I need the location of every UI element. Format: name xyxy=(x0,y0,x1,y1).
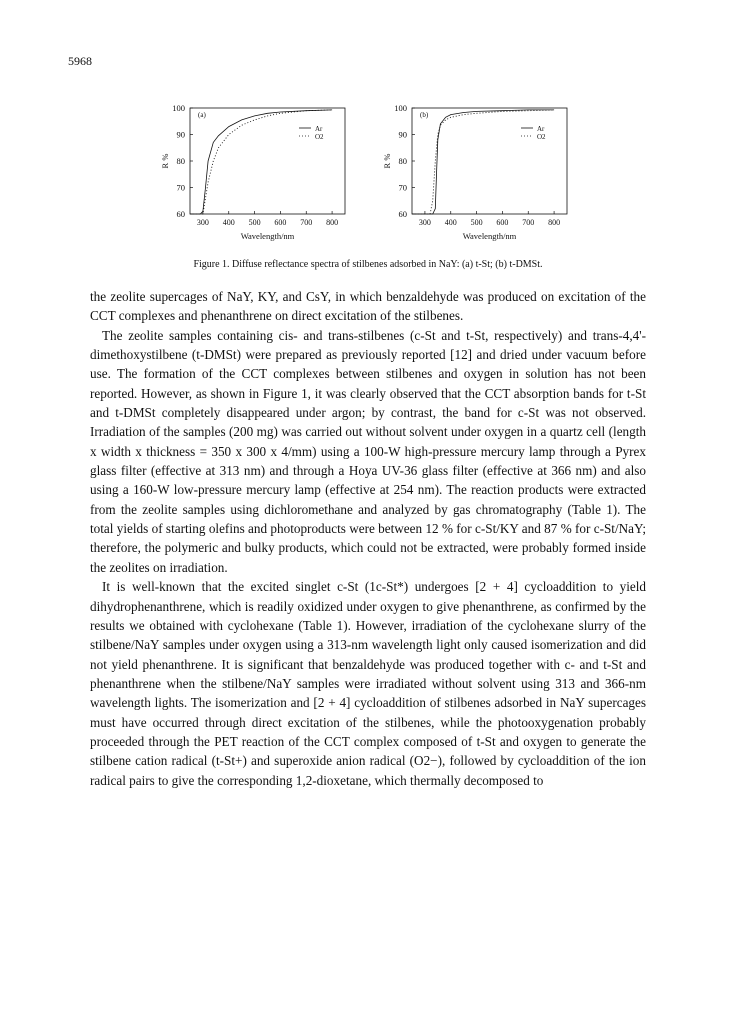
panel-a-ytick-label: 100 xyxy=(172,103,185,113)
panel-b-xtick-label: 700 xyxy=(522,218,535,227)
panel-b-series-o2 xyxy=(412,110,554,214)
panel-b-series-ar xyxy=(412,110,554,214)
panel-b-xtick-label: 600 xyxy=(496,218,509,227)
page-number: 5968 xyxy=(68,54,92,68)
panel-b-label: (b) xyxy=(420,111,429,119)
panel-a-ytick-label: 90 xyxy=(176,129,185,140)
panel-a-ytick-label: 80 xyxy=(176,156,185,166)
panel-a-xtick-label: 800 xyxy=(326,218,339,227)
panel-b-frame xyxy=(412,108,567,214)
panel-a-xtick-label: 700 xyxy=(300,218,313,227)
body-text xyxy=(90,287,646,790)
panel-b-ylabel: R % xyxy=(382,153,392,169)
figure-1-charts xyxy=(150,96,590,256)
panel-a-xtick-label: 400 xyxy=(222,218,235,227)
panel-b-legend-label-o2: O2 xyxy=(537,133,546,141)
panel-a-series-o2 xyxy=(190,110,332,214)
panel-a-xlabel: Wavelength/nm xyxy=(240,231,295,241)
panel-b-xtick-label: 400 xyxy=(444,218,457,227)
panel-a-ytick-label: 70 xyxy=(176,182,185,193)
panel-a-legend-label-ar: Ar xyxy=(315,125,323,133)
figure-1 xyxy=(150,96,590,256)
panel-b-xtick-label: 300 xyxy=(418,218,431,227)
paragraph-2: The zeolite samples containing cis- and trans-stilbenes (c-St and t-St, respectively) and trans-4,4'-dimethoxystilbene (t-DMSt) were prepared as previously reported [12] and dried under vacuum before use. The formation of the CCT complexes between stilbenes and oxygen in solution has not been reported. However, as shown in Figure 1, it was clearly observed that the CCT absorption bands for t-St and t-DMSt completely disappeared under argon; by contrast, the band for c-St was not observed. Irradiation of the samples (200 mg) was carried out without solvent under oxygen in a quartz cell (length x width x thickness = 350 x 300 x 4/mm) using a 100-W high-pressure mercury lamp through a Pyrex glass filter (effective at 313 nm) and through a Hoya UV-36 glass filter (effective at 366 nm) and also using a 160-W low-pressure mercury lamp (effective at 254 nm). The reaction products were extracted from the zeolite samples using dichloromethane and analyzed by gas chromatography (Table 1). The total yields of starting olefins and photoproducts were between 12 % for c-St/KY and 87 % for c-St/NaY; therefore, the polymeric and bulky products, which could not be extracted, were probably formed inside the zeolites on irradiation. xyxy=(90,327,646,575)
panel-a-ytick-label: 60 xyxy=(176,209,185,219)
panel-b-xlabel: Wavelength/nm xyxy=(462,231,517,241)
panel-b-ytick-label: 90 xyxy=(398,129,407,140)
panel-a-series-ar xyxy=(190,110,332,214)
paragraph-3: It is well-known that the excited singlet c-St (1c-St*) undergoes [2 + 4] cycloaddition to yield dihydrophenanthrene, which is readily oxidized under oxygen to give phenanthrene, as confirmed by the results we obtained with cyclohexane (Table 1). However, irradiation of the cyclohexane slurry of the stilbene/NaY samples under oxygen using a 313-nm wavelength light only caused isomerization and did not yield phenanthrene. It is significant that benzaldehyde was produced together with c- and t-St and phenanthrene when the stilbene/NaY samples were irradiated without solvent using 313 and 366-nm wavelength lights. The isomerization and [2 + 4] cycloaddition of stilbenes adsorbed in NaY supercages must have occurred through direct excitation of the stilbenes, while the photooxygenation probably proceeded through the PET reaction of the CCT complex composed of t-St and oxygen to generate the stilbene cation radical (t-St+) and superoxide anion radical (O2−), followed by cycloaddition of the ion radical pairs to give the corresponding 1,2-dioxetane, which thermally decomposed to xyxy=(90,579,646,788)
panel-a-ylabel: R % xyxy=(160,153,170,169)
panel-b-legend-label-ar: Ar xyxy=(537,125,545,133)
panel-b-ytick-label: 70 xyxy=(398,182,407,193)
panel-a-xtick-label: 600 xyxy=(274,218,287,227)
panel-b-ytick-label: 80 xyxy=(398,156,407,166)
panel-a-xtick-label: 500 xyxy=(248,218,261,227)
figure-caption: Figure 1. Diffuse reflectance spectra of stilbenes adsorbed in NaY: (a) t-St; (b) t-DMSt. xyxy=(193,259,543,270)
panel-b-ytick-label: 60 xyxy=(398,209,407,219)
panel-b-xtick-label: 500 xyxy=(470,218,483,227)
panel-a-legend-label-o2: O2 xyxy=(315,133,324,141)
paragraph-1: the zeolite supercages of NaY, KY, and CsY, in which benzaldehyde was produced on excitation of the CCT complexes and phenanthrene on direct excitation of the stilbenes. xyxy=(90,289,646,324)
panel-a-label: (a) xyxy=(198,111,206,119)
panel-b-xtick-label: 800 xyxy=(548,218,561,227)
panel-b-ytick-label: 100 xyxy=(394,103,407,113)
panel-a-xtick-label: 300 xyxy=(196,218,209,227)
